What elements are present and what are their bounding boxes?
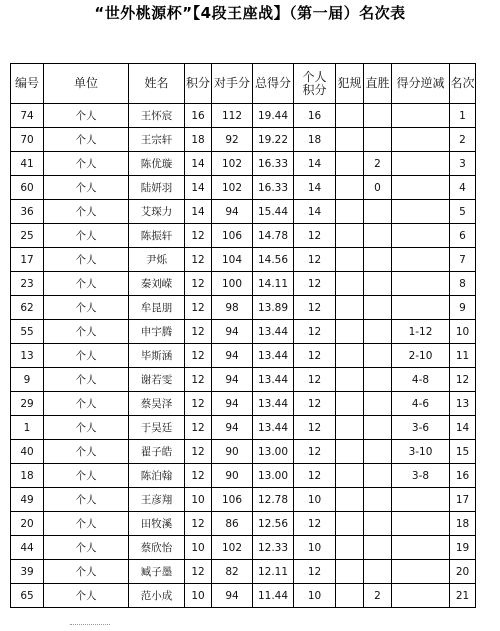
cell-rank: 4 bbox=[450, 176, 476, 200]
cell-direct-wins bbox=[364, 536, 392, 560]
cell-tiebreak: 2-10 bbox=[392, 344, 450, 368]
cell-total-score: 15.44 bbox=[253, 200, 294, 224]
cell-unit: 个人 bbox=[44, 152, 129, 176]
cell-unit: 个人 bbox=[44, 440, 129, 464]
cell-direct-wins bbox=[364, 320, 392, 344]
cell-name: 申宇腾 bbox=[129, 320, 185, 344]
table-row bbox=[11, 512, 476, 536]
table-row bbox=[11, 248, 476, 272]
cell-rank: 21 bbox=[450, 584, 476, 608]
cell-tiebreak: 3-10 bbox=[392, 440, 450, 464]
cell-points: 12 bbox=[185, 416, 212, 440]
cell-direct-wins: 0 bbox=[364, 176, 392, 200]
cell-fouls bbox=[336, 128, 364, 152]
table-row bbox=[11, 488, 476, 512]
cell-total-score: 14.56 bbox=[253, 248, 294, 272]
cell-name: 艾琛力 bbox=[129, 200, 185, 224]
cell-fouls bbox=[336, 464, 364, 488]
cell-opponent-score: 94 bbox=[212, 368, 253, 392]
cell-points: 12 bbox=[185, 392, 212, 416]
ranking-table bbox=[10, 63, 476, 608]
cell-id: 44 bbox=[11, 536, 44, 560]
header-cell: 个人积分 bbox=[294, 64, 336, 104]
cell-fouls bbox=[336, 248, 364, 272]
cell-opponent-score: 94 bbox=[212, 320, 253, 344]
cell-opponent-score: 90 bbox=[212, 440, 253, 464]
cell-direct-wins bbox=[364, 488, 392, 512]
table-row bbox=[11, 200, 476, 224]
cell-rank: 8 bbox=[450, 272, 476, 296]
cell-opponent-score: 100 bbox=[212, 272, 253, 296]
cell-total-score: 13.00 bbox=[253, 464, 294, 488]
cell-personal-points: 12 bbox=[294, 416, 336, 440]
table-row bbox=[11, 416, 476, 440]
cell-personal-points: 12 bbox=[294, 392, 336, 416]
cell-tiebreak: 4-8 bbox=[392, 368, 450, 392]
cell-fouls bbox=[336, 224, 364, 248]
cell-personal-points: 12 bbox=[294, 320, 336, 344]
cell-direct-wins bbox=[364, 344, 392, 368]
cell-rank: 3 bbox=[450, 152, 476, 176]
cell-total-score: 14.11 bbox=[253, 272, 294, 296]
cell-unit: 个人 bbox=[44, 128, 129, 152]
table-row bbox=[11, 104, 476, 128]
cell-opponent-score: 94 bbox=[212, 392, 253, 416]
cell-total-score: 13.44 bbox=[253, 344, 294, 368]
table-body bbox=[11, 104, 476, 608]
cell-name: 谢若雯 bbox=[129, 368, 185, 392]
cell-tiebreak bbox=[392, 512, 450, 536]
cell-points: 14 bbox=[185, 176, 212, 200]
cell-name: 范小成 bbox=[129, 584, 185, 608]
cell-opponent-score: 106 bbox=[212, 224, 253, 248]
cell-opponent-score: 86 bbox=[212, 512, 253, 536]
cell-rank: 5 bbox=[450, 200, 476, 224]
cell-unit: 个人 bbox=[44, 320, 129, 344]
header-row bbox=[11, 64, 476, 104]
cell-id: 9 bbox=[11, 368, 44, 392]
cell-id: 40 bbox=[11, 440, 44, 464]
cell-personal-points: 12 bbox=[294, 440, 336, 464]
cell-direct-wins bbox=[364, 104, 392, 128]
cell-direct-wins: 2 bbox=[364, 152, 392, 176]
cell-opponent-score: 102 bbox=[212, 536, 253, 560]
cell-fouls bbox=[336, 440, 364, 464]
cell-opponent-score: 94 bbox=[212, 200, 253, 224]
cell-rank: 10 bbox=[450, 320, 476, 344]
cell-rank: 20 bbox=[450, 560, 476, 584]
header-cell: 姓名 bbox=[129, 64, 185, 104]
cell-rank: 11 bbox=[450, 344, 476, 368]
cell-fouls bbox=[336, 104, 364, 128]
cell-id: 74 bbox=[11, 104, 44, 128]
cell-tiebreak bbox=[392, 584, 450, 608]
header-cell: 得分逆减 bbox=[392, 64, 450, 104]
cell-points: 12 bbox=[185, 296, 212, 320]
cell-id: 70 bbox=[11, 128, 44, 152]
cell-personal-points: 12 bbox=[294, 296, 336, 320]
cell-unit: 个人 bbox=[44, 344, 129, 368]
cell-fouls bbox=[336, 296, 364, 320]
cell-tiebreak bbox=[392, 224, 450, 248]
cell-personal-points: 10 bbox=[294, 536, 336, 560]
cell-direct-wins bbox=[364, 440, 392, 464]
cell-id: 20 bbox=[11, 512, 44, 536]
cell-name: 毕斯涵 bbox=[129, 344, 185, 368]
cell-points: 18 bbox=[185, 128, 212, 152]
cell-rank: 16 bbox=[450, 464, 476, 488]
cell-total-score: 12.33 bbox=[253, 536, 294, 560]
cell-tiebreak: 1-12 bbox=[392, 320, 450, 344]
cell-id: 60 bbox=[11, 176, 44, 200]
cell-personal-points: 12 bbox=[294, 344, 336, 368]
cell-unit: 个人 bbox=[44, 416, 129, 440]
cell-name: 王彦翔 bbox=[129, 488, 185, 512]
cell-personal-points: 16 bbox=[294, 104, 336, 128]
cell-total-score: 12.78 bbox=[253, 488, 294, 512]
cell-unit: 个人 bbox=[44, 104, 129, 128]
cell-personal-points: 14 bbox=[294, 152, 336, 176]
cell-unit: 个人 bbox=[44, 368, 129, 392]
cell-points: 10 bbox=[185, 584, 212, 608]
cell-points: 14 bbox=[185, 152, 212, 176]
table-row bbox=[11, 368, 476, 392]
cell-tiebreak: 3-8 bbox=[392, 464, 450, 488]
cell-opponent-score: 82 bbox=[212, 560, 253, 584]
cell-tiebreak bbox=[392, 536, 450, 560]
cell-id: 49 bbox=[11, 488, 44, 512]
header-cell: 编号 bbox=[11, 64, 44, 104]
table-row bbox=[11, 584, 476, 608]
cell-opponent-score: 104 bbox=[212, 248, 253, 272]
cell-opponent-score: 94 bbox=[212, 584, 253, 608]
cell-personal-points: 12 bbox=[294, 464, 336, 488]
cell-rank: 1 bbox=[450, 104, 476, 128]
cell-direct-wins bbox=[364, 200, 392, 224]
cell-points: 10 bbox=[185, 488, 212, 512]
cell-id: 1 bbox=[11, 416, 44, 440]
cell-total-score: 13.00 bbox=[253, 440, 294, 464]
cell-id: 17 bbox=[11, 248, 44, 272]
cell-id: 65 bbox=[11, 584, 44, 608]
cell-points: 12 bbox=[185, 272, 212, 296]
cell-fouls bbox=[336, 176, 364, 200]
cell-opponent-score: 106 bbox=[212, 488, 253, 512]
cell-rank: 17 bbox=[450, 488, 476, 512]
cell-name: 蔡欣怡 bbox=[129, 536, 185, 560]
header-cell: 直胜 bbox=[364, 64, 392, 104]
cell-id: 18 bbox=[11, 464, 44, 488]
cell-total-score: 13.44 bbox=[253, 392, 294, 416]
cell-total-score: 14.78 bbox=[253, 224, 294, 248]
cell-unit: 个人 bbox=[44, 536, 129, 560]
cell-name: 田牧溪 bbox=[129, 512, 185, 536]
cell-unit: 个人 bbox=[44, 512, 129, 536]
cell-id: 25 bbox=[11, 224, 44, 248]
cell-fouls bbox=[336, 488, 364, 512]
cell-personal-points: 12 bbox=[294, 368, 336, 392]
cell-points: 10 bbox=[185, 536, 212, 560]
cell-total-score: 12.11 bbox=[253, 560, 294, 584]
cell-opponent-score: 102 bbox=[212, 152, 253, 176]
cell-personal-points: 10 bbox=[294, 488, 336, 512]
cell-rank: 19 bbox=[450, 536, 476, 560]
cell-fouls bbox=[336, 512, 364, 536]
table-row bbox=[11, 560, 476, 584]
table-row bbox=[11, 320, 476, 344]
cell-id: 29 bbox=[11, 392, 44, 416]
cell-rank: 6 bbox=[450, 224, 476, 248]
cell-id: 13 bbox=[11, 344, 44, 368]
cell-rank: 7 bbox=[450, 248, 476, 272]
cell-fouls bbox=[336, 584, 364, 608]
cell-personal-points: 18 bbox=[294, 128, 336, 152]
cell-tiebreak bbox=[392, 176, 450, 200]
cell-fouls bbox=[336, 200, 364, 224]
cell-name: 蔡昊泽 bbox=[129, 392, 185, 416]
cell-personal-points: 12 bbox=[294, 224, 336, 248]
cell-tiebreak bbox=[392, 560, 450, 584]
header-cell: 犯规 bbox=[336, 64, 364, 104]
cell-name: 于昊廷 bbox=[129, 416, 185, 440]
cell-fouls bbox=[336, 536, 364, 560]
cell-id: 23 bbox=[11, 272, 44, 296]
cell-id: 55 bbox=[11, 320, 44, 344]
cell-name: 翟子皓 bbox=[129, 440, 185, 464]
cell-unit: 个人 bbox=[44, 176, 129, 200]
cell-name: 王宗轩 bbox=[129, 128, 185, 152]
cell-tiebreak bbox=[392, 272, 450, 296]
table-row bbox=[11, 536, 476, 560]
table-row bbox=[11, 224, 476, 248]
cell-rank: 14 bbox=[450, 416, 476, 440]
cell-name: 陆妍羽 bbox=[129, 176, 185, 200]
cell-total-score: 13.44 bbox=[253, 320, 294, 344]
cell-name: 陈泊翰 bbox=[129, 464, 185, 488]
page-title: “世外桃源杯”【4段王座战】（第一届）名次表 bbox=[94, 4, 406, 22]
header-cell: 单位 bbox=[44, 64, 129, 104]
cell-opponent-score: 98 bbox=[212, 296, 253, 320]
cell-fouls bbox=[336, 344, 364, 368]
cell-unit: 个人 bbox=[44, 200, 129, 224]
cell-personal-points: 12 bbox=[294, 560, 336, 584]
cell-total-score: 13.44 bbox=[253, 416, 294, 440]
cell-total-score: 12.56 bbox=[253, 512, 294, 536]
cell-points: 16 bbox=[185, 104, 212, 128]
cell-opponent-score: 92 bbox=[212, 128, 253, 152]
cell-fouls bbox=[336, 272, 364, 296]
cell-direct-wins bbox=[364, 248, 392, 272]
cell-personal-points: 12 bbox=[294, 272, 336, 296]
cell-points: 12 bbox=[185, 224, 212, 248]
cell-rank: 18 bbox=[450, 512, 476, 536]
cell-opponent-score: 94 bbox=[212, 416, 253, 440]
table-row bbox=[11, 272, 476, 296]
table-row bbox=[11, 392, 476, 416]
cell-id: 41 bbox=[11, 152, 44, 176]
cell-fouls bbox=[336, 320, 364, 344]
cell-tiebreak bbox=[392, 200, 450, 224]
cell-direct-wins bbox=[364, 296, 392, 320]
cell-total-score: 13.44 bbox=[253, 368, 294, 392]
cell-unit: 个人 bbox=[44, 560, 129, 584]
cell-direct-wins bbox=[364, 464, 392, 488]
cell-tiebreak bbox=[392, 152, 450, 176]
cell-direct-wins bbox=[364, 560, 392, 584]
cell-points: 14 bbox=[185, 200, 212, 224]
table-row bbox=[11, 128, 476, 152]
cell-name: 牟昆朋 bbox=[129, 296, 185, 320]
cell-personal-points: 10 bbox=[294, 584, 336, 608]
table-row bbox=[11, 344, 476, 368]
cell-unit: 个人 bbox=[44, 584, 129, 608]
cell-points: 12 bbox=[185, 344, 212, 368]
cell-opponent-score: 90 bbox=[212, 464, 253, 488]
cell-points: 12 bbox=[185, 440, 212, 464]
table-row bbox=[11, 176, 476, 200]
cell-fouls bbox=[336, 152, 364, 176]
cell-tiebreak bbox=[392, 104, 450, 128]
cell-tiebreak bbox=[392, 296, 450, 320]
table-row bbox=[11, 152, 476, 176]
cell-name: 臧子墨 bbox=[129, 560, 185, 584]
table-row bbox=[11, 464, 476, 488]
cell-points: 12 bbox=[185, 320, 212, 344]
cell-id: 62 bbox=[11, 296, 44, 320]
cell-tiebreak: 4-6 bbox=[392, 392, 450, 416]
cell-opponent-score: 112 bbox=[212, 104, 253, 128]
cell-points: 12 bbox=[185, 248, 212, 272]
cell-total-score: 13.89 bbox=[253, 296, 294, 320]
cell-tiebreak bbox=[392, 248, 450, 272]
cell-total-score: 19.22 bbox=[253, 128, 294, 152]
cell-points: 12 bbox=[185, 368, 212, 392]
cell-points: 12 bbox=[185, 512, 212, 536]
cell-name: 王怀宸 bbox=[129, 104, 185, 128]
cell-total-score: 19.44 bbox=[253, 104, 294, 128]
cell-unit: 个人 bbox=[44, 224, 129, 248]
cell-total-score: 11.44 bbox=[253, 584, 294, 608]
cell-fouls bbox=[336, 368, 364, 392]
header-cell: 积分 bbox=[185, 64, 212, 104]
cell-total-score: 16.33 bbox=[253, 176, 294, 200]
cell-points: 12 bbox=[185, 560, 212, 584]
cell-direct-wins bbox=[364, 128, 392, 152]
cell-tiebreak bbox=[392, 488, 450, 512]
table-row bbox=[11, 440, 476, 464]
cell-opponent-score: 94 bbox=[212, 344, 253, 368]
cell-name: 尹烁 bbox=[129, 248, 185, 272]
cell-fouls bbox=[336, 392, 364, 416]
cell-name: 秦刘嵘 bbox=[129, 272, 185, 296]
cell-unit: 个人 bbox=[44, 272, 129, 296]
cell-direct-wins bbox=[364, 392, 392, 416]
cell-personal-points: 14 bbox=[294, 176, 336, 200]
cell-total-score: 16.33 bbox=[253, 152, 294, 176]
cell-opponent-score: 102 bbox=[212, 176, 253, 200]
cell-personal-points: 12 bbox=[294, 248, 336, 272]
cell-unit: 个人 bbox=[44, 392, 129, 416]
header-cell: 总得分 bbox=[253, 64, 294, 104]
cell-points: 12 bbox=[185, 464, 212, 488]
cell-id: 39 bbox=[11, 560, 44, 584]
cell-direct-wins bbox=[364, 272, 392, 296]
table-row bbox=[11, 296, 476, 320]
cell-rank: 15 bbox=[450, 440, 476, 464]
cell-direct-wins bbox=[364, 512, 392, 536]
cell-direct-wins bbox=[364, 416, 392, 440]
cell-rank: 2 bbox=[450, 128, 476, 152]
cell-unit: 个人 bbox=[44, 464, 129, 488]
cell-personal-points: 14 bbox=[294, 200, 336, 224]
cell-direct-wins bbox=[364, 368, 392, 392]
cell-name: 陈优璇 bbox=[129, 152, 185, 176]
cell-unit: 个人 bbox=[44, 488, 129, 512]
cell-direct-wins: 2 bbox=[364, 584, 392, 608]
cell-unit: 个人 bbox=[44, 296, 129, 320]
header-cell: 对手分 bbox=[212, 64, 253, 104]
cell-fouls bbox=[336, 416, 364, 440]
header-cell: 名次 bbox=[450, 64, 476, 104]
cell-rank: 9 bbox=[450, 296, 476, 320]
cell-personal-points: 12 bbox=[294, 512, 336, 536]
cell-unit: 个人 bbox=[44, 248, 129, 272]
cell-rank: 12 bbox=[450, 368, 476, 392]
cell-tiebreak: 3-6 bbox=[392, 416, 450, 440]
cell-tiebreak bbox=[392, 128, 450, 152]
cell-id: 36 bbox=[11, 200, 44, 224]
cell-direct-wins bbox=[364, 224, 392, 248]
cell-rank: 13 bbox=[450, 392, 476, 416]
cell-fouls bbox=[336, 560, 364, 584]
cell-name: 陈振轩 bbox=[129, 224, 185, 248]
